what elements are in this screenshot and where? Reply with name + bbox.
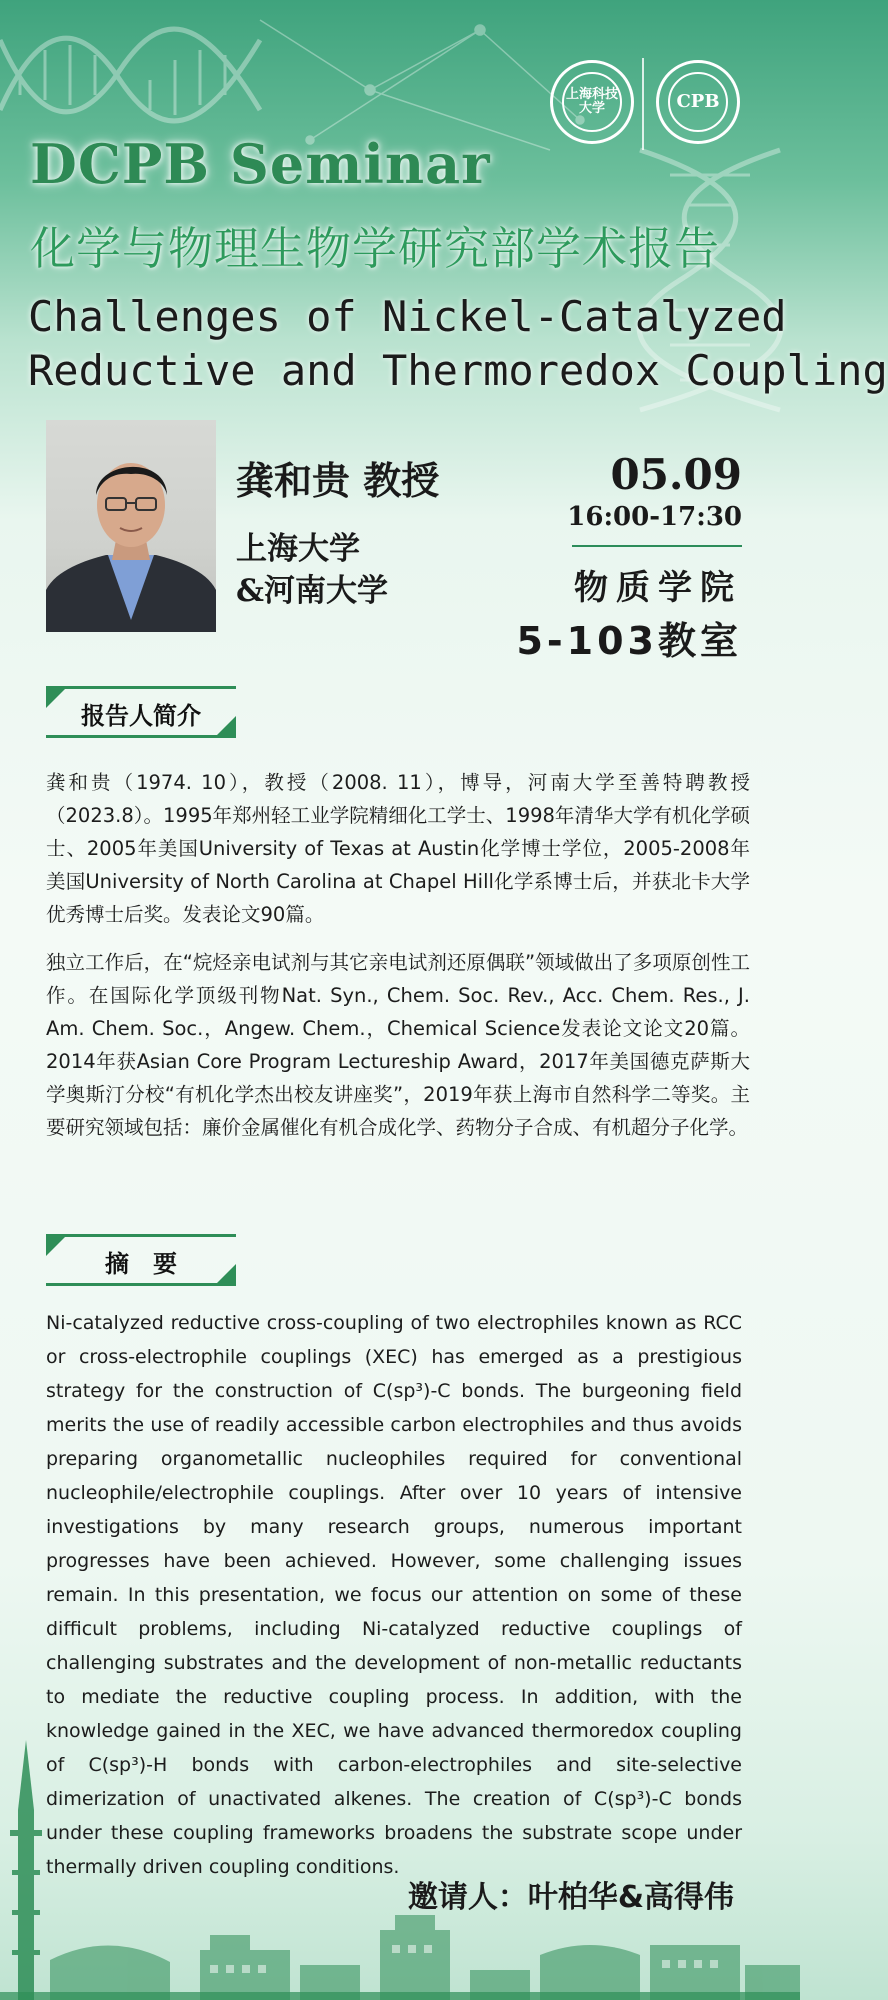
affiliation-line1: 上海大学 bbox=[236, 531, 360, 567]
logo-divider bbox=[642, 58, 644, 150]
time-divider bbox=[572, 545, 742, 547]
seminar-title: DCPB Seminar bbox=[30, 132, 491, 196]
speaker-affiliation bbox=[236, 528, 388, 612]
bio-paragraph-2: 独立工作后，在“烷烃亲电试剂与其它亲电试剂还原偶联”领域做出了多项原创性工作。在国际化学顶级刊物Nat. Syn., Chem. Soc. Rev., Acc. Chem. Res., J. Am. Chem. Soc.，Angew. Chem.，Chemical Science发表论文论文20篇。2014年获Asian Core Program Lectureship Award，2017年美国德克萨斯大学奥斯汀分校“有机化学杰出校友讲座奖”，2019年获上海市自然科学二等奖。主要研究领域包括：廉价金属催化有机合成化学、药物分子合成、有机超分子化学。 bbox=[46, 951, 750, 1139]
dcpb-logo-text: CPB bbox=[668, 72, 728, 132]
dcpb-logo bbox=[656, 60, 740, 144]
talk-title bbox=[28, 290, 888, 398]
shanghaitech-logo-text: 上海科技大学 bbox=[562, 72, 622, 132]
bio-paragraph-1: 龚和贵（1974. 10），教授（2008. 11），博导，河南大学至善特聘教授（2023.8）。1995年郑州轻工业学院精细化工学士、1998年清华大学有机化学硕士、2005年美国University of Texas at Austin化学博士学位，2005-2008年美国University of North Carolina at Chapel Hill化学系博士后，并获北卡大学优秀博士后奖。发表论文90篇。 bbox=[46, 771, 750, 926]
event-venue: 物质学院 bbox=[574, 568, 742, 608]
abstract-section-header bbox=[46, 1234, 236, 1286]
speaker-photo bbox=[46, 420, 216, 632]
event-time: 16:00-17:30 bbox=[567, 502, 742, 532]
abstract-text: Ni-catalyzed reductive cross-coupling of two electrophiles known as RCC or cross-electrophile couplings (XEC) has emerged as a prestigious strategy for the construction of C(sp³)-C bonds. The burgeoning field merits the use of readily accessible carbon electrophiles and thus avoids preparing organometallic nucleophiles required for conventional nucleophile/electrophile couplings. After over 10 years of intensive investigations by many research groups, numerous important progresses have been achieved. However, some challenging issues remain. In this presentation, we focus our attention on some of these difficult problems, including Ni-catalyzed reductive couplings of challenging substrates and the development of non-metallic reductants to mediate the reductive coupling process. In addition, with the knowledge gained in the XEC, we have advanced thermoredox coupling of C(sp³)-H bonds with carbon-electrophiles and site-selective dimerization of unactivated alkenes. The creation of C(sp³)-C bonds under these coupling frameworks broadens the substrate scope under thermally driven coupling conditions. bbox=[46, 1312, 742, 1878]
event-date: 05.09 bbox=[610, 450, 742, 499]
abstract-heading: 摘 要 bbox=[105, 1250, 177, 1278]
campus-skyline-illustration bbox=[0, 1680, 800, 2000]
dna-helix-left bbox=[0, 0, 260, 140]
affiliation-line2: &河南大学 bbox=[236, 573, 388, 609]
bio-heading: 报告人简介 bbox=[81, 702, 201, 730]
inviter: 邀请人：叶柏华&高得伟 bbox=[407, 1880, 734, 1915]
talk-title-line2: Reductive and Thermoredox Coupling bbox=[28, 346, 888, 395]
event-room: 5-103教室 bbox=[516, 619, 742, 663]
talk-title-line1: Challenges of Nickel-Catalyzed bbox=[28, 292, 787, 341]
speaker-portrait-illustration bbox=[46, 420, 216, 632]
speaker-name: 龚和贵 教授 bbox=[236, 458, 440, 503]
bio-section-header bbox=[46, 686, 236, 738]
shanghaitech-logo bbox=[550, 60, 634, 144]
department-title: 化学与物理生物学研究部学术报告 bbox=[30, 222, 721, 275]
